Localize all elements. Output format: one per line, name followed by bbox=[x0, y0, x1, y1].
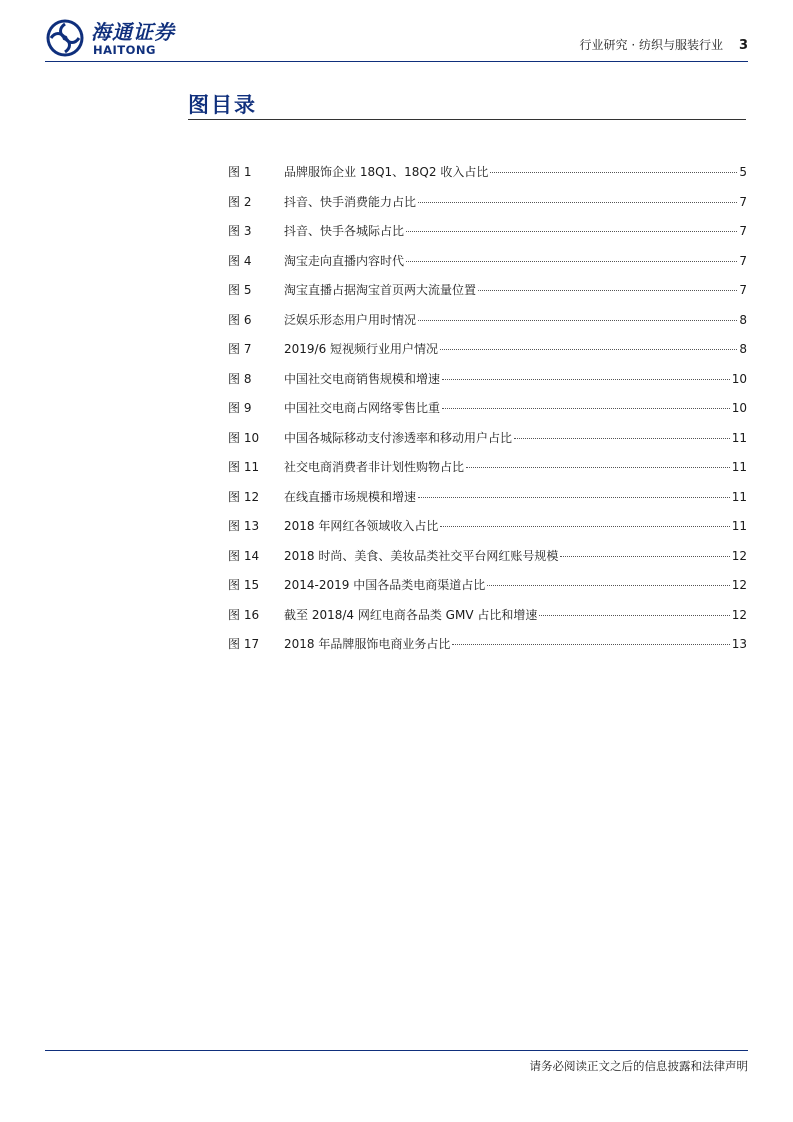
toc-entry[interactable] bbox=[228, 311, 747, 341]
toc-leader-dots bbox=[452, 644, 729, 645]
toc-page-number: 11 bbox=[731, 489, 747, 504]
toc-figure-number: 图 10 bbox=[228, 430, 260, 445]
toc-entry[interactable] bbox=[228, 576, 747, 606]
toc-entry[interactable] bbox=[228, 163, 747, 193]
toc-page-number: 12 bbox=[731, 578, 747, 592]
toc-figure-title: 中国各城际移动支付渗透率和移动用户占比 bbox=[284, 430, 513, 445]
toc-page-number: 7 bbox=[739, 224, 747, 238]
toc-entry[interactable] bbox=[228, 252, 747, 282]
toc-leader-dots bbox=[466, 467, 730, 468]
logo-english-text: HAITONG bbox=[93, 43, 156, 57]
toc-figure-number: 图 8 bbox=[228, 371, 252, 386]
section-label: 行业研究 · 纺织与服装行业 bbox=[579, 38, 723, 52]
toc-leader-dots bbox=[490, 172, 737, 173]
page-title: 图目录 bbox=[188, 93, 257, 117]
footer-disclaimer: 请务必阅读正文之后的信息披露和法律声明 bbox=[529, 1059, 748, 1073]
toc-page-number: 8 bbox=[739, 342, 747, 356]
toc-page-number: 11 bbox=[731, 460, 747, 474]
toc-entry[interactable] bbox=[228, 517, 747, 547]
page-number: 3 bbox=[738, 38, 748, 53]
toc-page-number: 11 bbox=[731, 519, 747, 533]
toc-figure-title: 2018 年网红各领域收入占比 bbox=[284, 519, 439, 533]
toc-leader-dots bbox=[487, 585, 729, 586]
toc-page-number: 12 bbox=[731, 607, 747, 622]
toc-entry[interactable] bbox=[228, 458, 747, 488]
toc-page-number: 10 bbox=[731, 401, 747, 415]
toc-page-number: 10 bbox=[731, 371, 747, 386]
toc-figure-title: 抖音、快手各城际占比 bbox=[284, 224, 405, 238]
toc-leader-dots bbox=[418, 320, 737, 321]
toc-figure-number: 图 12 bbox=[228, 489, 260, 504]
toc-page-number: 7 bbox=[739, 283, 747, 297]
toc-entry[interactable] bbox=[228, 370, 747, 400]
toc-entry[interactable] bbox=[228, 635, 747, 665]
toc-leader-dots bbox=[442, 379, 730, 380]
toc-leader-dots bbox=[478, 290, 737, 291]
toc-figure-title: 截至 2018/4 网红电商各品类 GMV 占比和增速 bbox=[284, 607, 538, 622]
toc-figure-number: 图 6 bbox=[228, 312, 252, 327]
toc-entry[interactable] bbox=[228, 193, 747, 223]
toc-entry[interactable] bbox=[228, 429, 747, 459]
toc-entry[interactable] bbox=[228, 399, 747, 429]
toc-entry[interactable] bbox=[228, 488, 747, 518]
toc-entry[interactable] bbox=[228, 547, 747, 577]
toc-figure-title: 抖音、快手消费能力占比 bbox=[284, 194, 417, 209]
toc-entry[interactable] bbox=[228, 281, 747, 311]
toc-page-number: 7 bbox=[739, 194, 747, 209]
toc-entry[interactable] bbox=[228, 606, 747, 636]
page-header bbox=[45, 14, 748, 64]
toc-page-number: 12 bbox=[731, 548, 747, 563]
toc-figure-title: 在线直播市场规模和增速 bbox=[284, 489, 417, 504]
toc-leader-dots bbox=[418, 497, 730, 498]
toc-figure-number: 图 5 bbox=[228, 283, 252, 297]
toc-figure-title: 中国社交电商销售规模和增速 bbox=[284, 371, 441, 386]
toc-figure-title: 品牌服饰企业 18Q1、18Q2 收入占比 bbox=[284, 165, 489, 179]
toc-leader-dots bbox=[560, 556, 729, 557]
toc-page-number: 11 bbox=[731, 430, 747, 445]
toc-leader-dots bbox=[440, 349, 737, 350]
toc-figure-number: 图 9 bbox=[228, 401, 252, 415]
toc-figure-number: 图 1 bbox=[228, 165, 252, 179]
toc-figure-number: 图 4 bbox=[228, 253, 252, 268]
toc-figure-title: 2019/6 短视频行业用户情况 bbox=[284, 342, 439, 356]
footer-divider bbox=[45, 1050, 748, 1051]
toc-figure-title: 2018 年品牌服饰电商业务占比 bbox=[284, 637, 451, 651]
toc-page-number: 7 bbox=[739, 253, 747, 268]
toc-figure-number: 图 15 bbox=[228, 578, 260, 592]
logo-chinese-text: 海通证券 bbox=[91, 20, 175, 44]
toc-leader-dots bbox=[440, 526, 729, 527]
toc-page-number: 5 bbox=[739, 165, 747, 179]
toc-leader-dots bbox=[442, 408, 730, 409]
title-divider bbox=[188, 119, 746, 120]
toc-figure-number: 图 2 bbox=[228, 194, 252, 209]
toc-figure-number: 图 14 bbox=[228, 548, 260, 563]
toc-figure-number: 图 13 bbox=[228, 519, 260, 533]
toc-leader-dots bbox=[539, 615, 729, 616]
toc-figure-number: 图 17 bbox=[228, 637, 260, 651]
toc-leader-dots bbox=[406, 231, 737, 232]
toc-page-number: 8 bbox=[739, 312, 747, 327]
toc-leader-dots bbox=[418, 202, 737, 203]
toc-leader-dots bbox=[514, 438, 730, 439]
toc-figure-title: 社交电商消费者非计划性购物占比 bbox=[284, 460, 465, 474]
toc-figure-number: 图 16 bbox=[228, 607, 260, 622]
toc-figure-title: 中国社交电商占网络零售比重 bbox=[284, 401, 441, 415]
figure-index-list bbox=[228, 163, 747, 665]
header-section-info bbox=[580, 36, 749, 53]
toc-figure-number: 图 7 bbox=[228, 342, 252, 356]
haitong-logo-icon bbox=[45, 18, 85, 58]
toc-figure-number: 图 3 bbox=[228, 224, 252, 238]
header-divider bbox=[45, 61, 748, 62]
toc-entry[interactable] bbox=[228, 222, 747, 252]
toc-leader-dots bbox=[406, 261, 737, 262]
toc-figure-title: 淘宝直播占据淘宝首页两大流量位置 bbox=[284, 283, 477, 297]
toc-page-number: 13 bbox=[731, 637, 747, 651]
toc-figure-title: 2014-2019 中国各品类电商渠道占比 bbox=[284, 578, 486, 592]
toc-figure-title: 2018 时尚、美食、美妆品类社交平台网红账号规模 bbox=[284, 548, 559, 563]
toc-figure-title: 淘宝走向直播内容时代 bbox=[284, 253, 405, 268]
toc-figure-number: 图 11 bbox=[228, 460, 260, 474]
toc-figure-title: 泛娱乐形态用户用时情况 bbox=[284, 312, 417, 327]
toc-entry[interactable] bbox=[228, 340, 747, 370]
